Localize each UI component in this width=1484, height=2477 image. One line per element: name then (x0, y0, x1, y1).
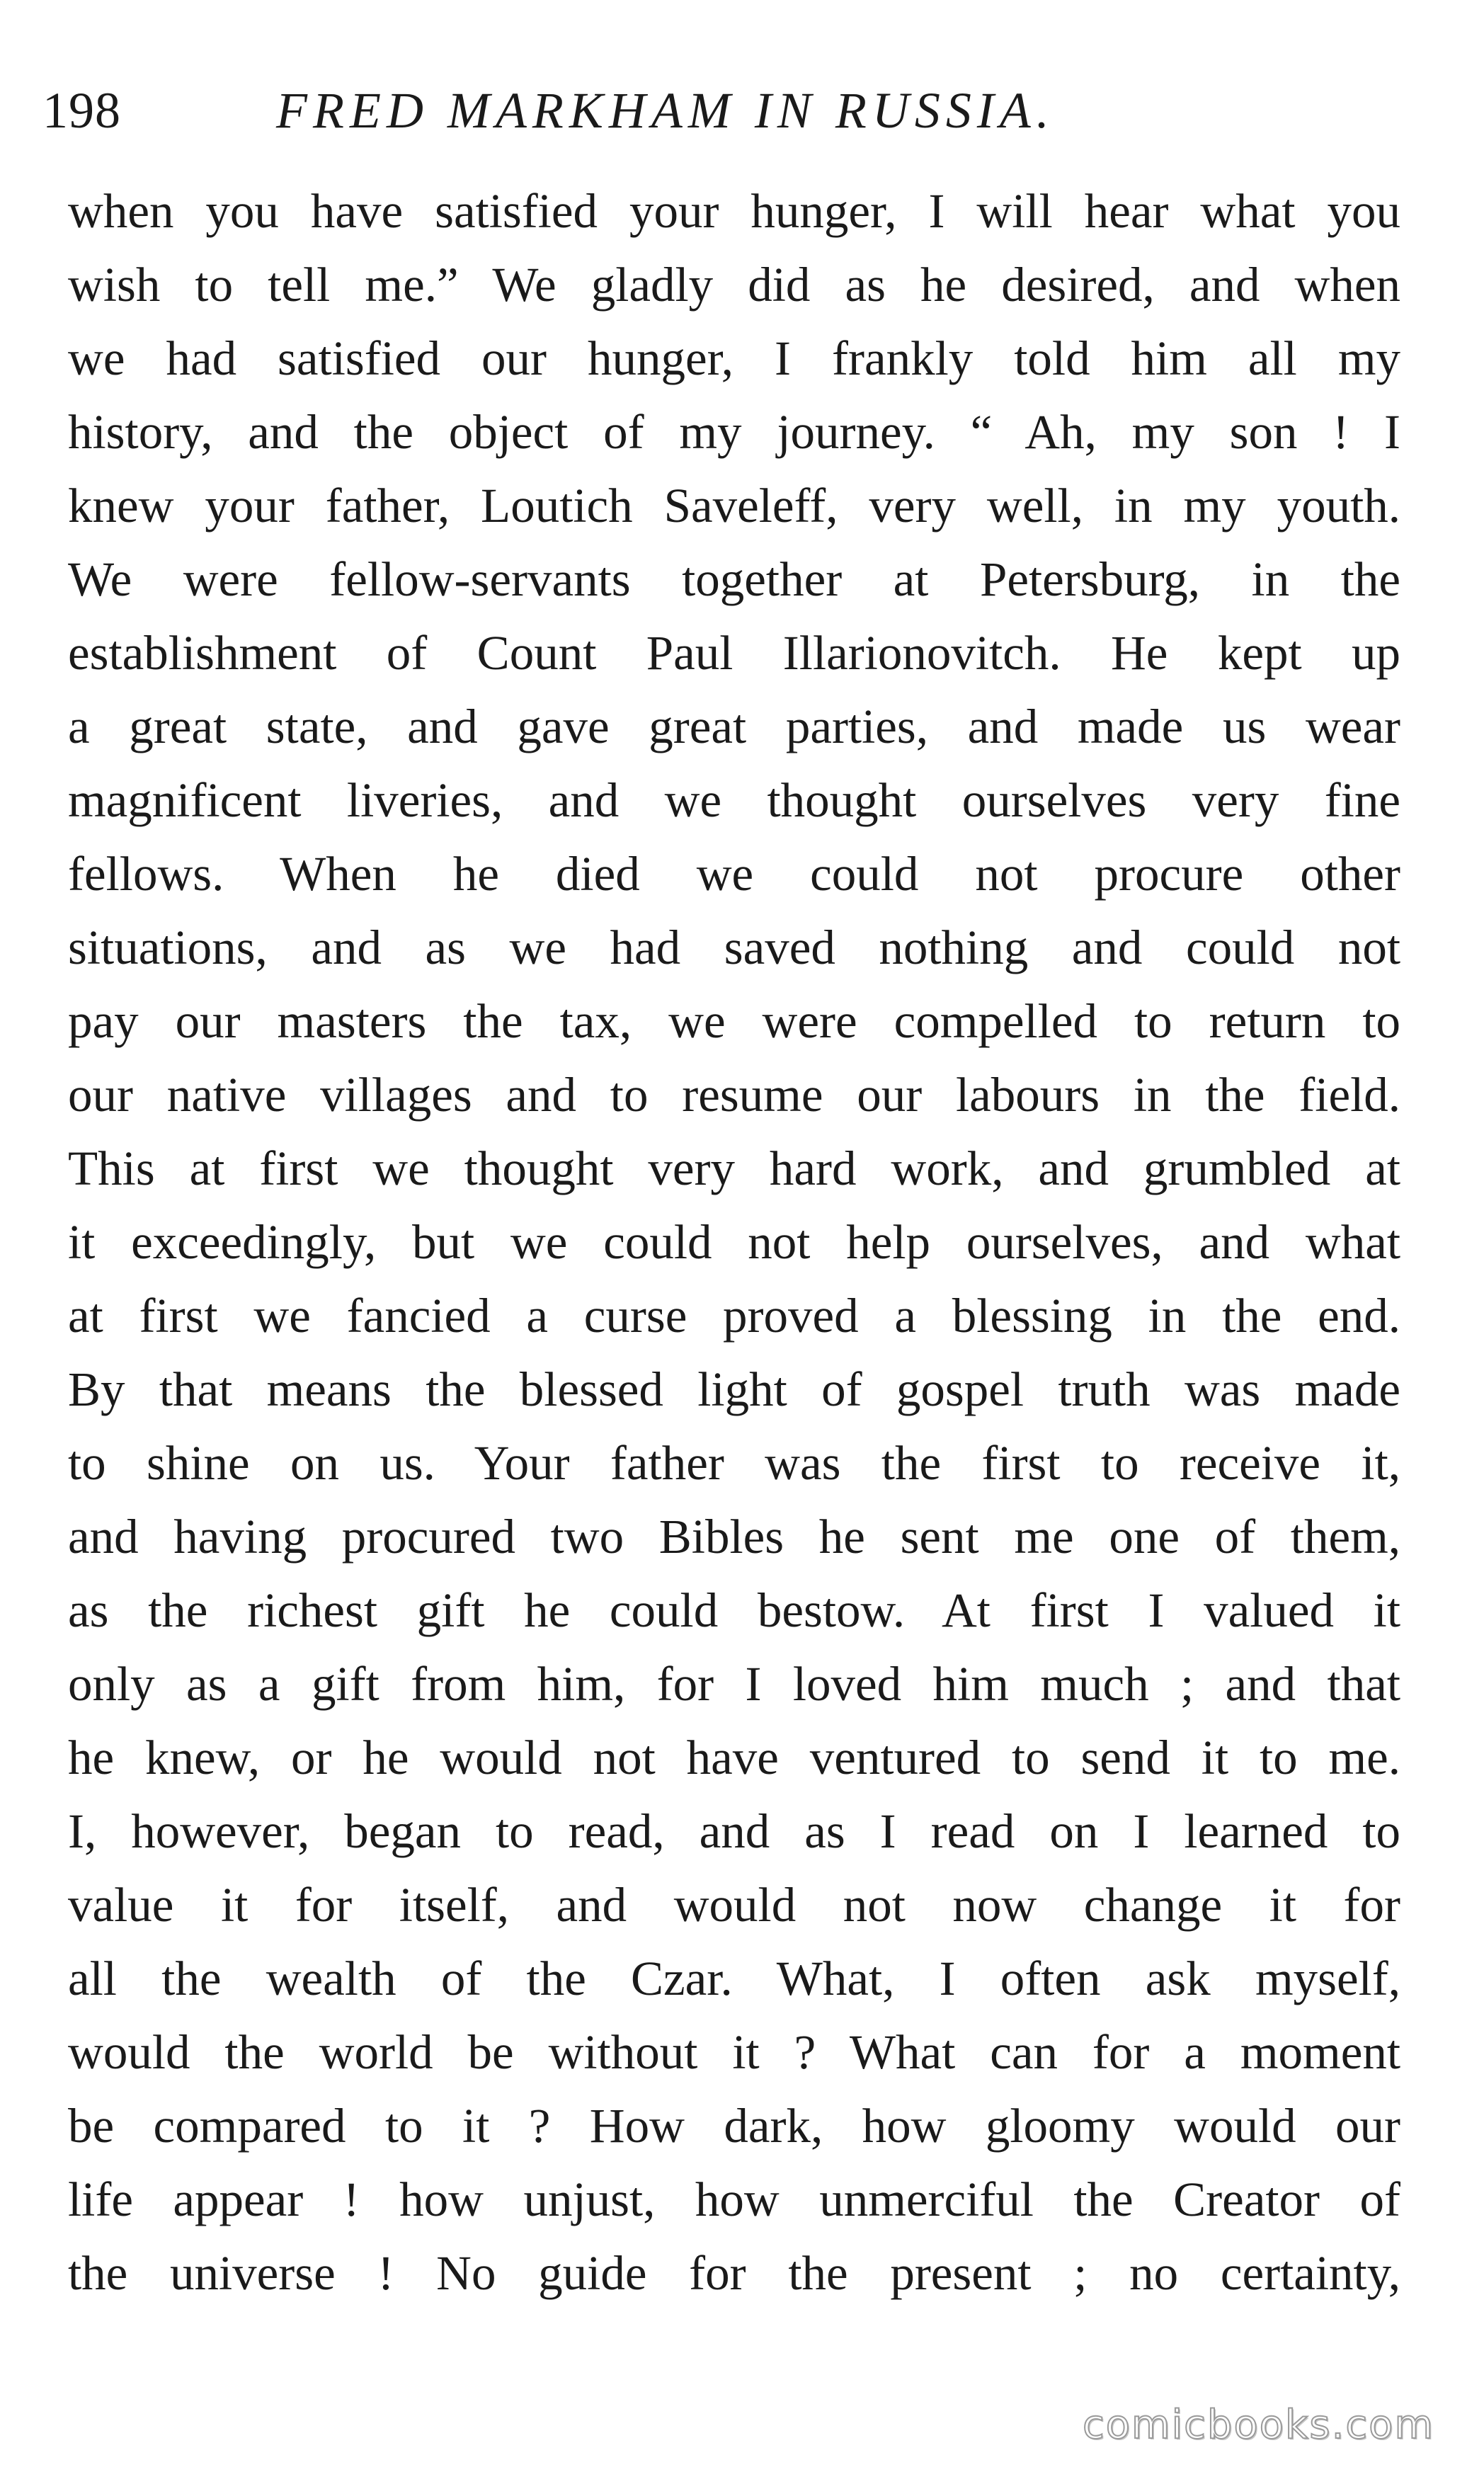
text-line: establishment of Count Paul Illarionovitch. He kept up (68, 626, 1400, 680)
text-line: We were fellow-servants together at Petersburg, in the (68, 552, 1400, 606)
text-line: be compared to it ? How dark, how gloomy would our (68, 2099, 1400, 2153)
text-line: it exceedingly, but we could not help ourselves, and what (68, 1215, 1400, 1269)
text-line: fellows. When he died we could not procure other (68, 847, 1400, 901)
text-line: knew your father, Loutich Saveleff, very well, in my youth. (68, 479, 1400, 533)
text-line: a great state, and gave great parties, and made us wear (68, 700, 1400, 753)
text-line: value it for itself, and would not now change it for (68, 1878, 1400, 1932)
text-line: all the wealth of the Czar. What, I often ask myself, (68, 1952, 1400, 2005)
text-line: life appear ! how unjust, how unmerciful the Creator of (68, 2173, 1400, 2226)
text-line: our native villages and to resume our labours in the field. (68, 1068, 1400, 1122)
text-line: would the world be without it ? What can for a moment (68, 2025, 1400, 2079)
text-line: history, and the object of my journey. “ Ah, my son ! I (68, 405, 1400, 459)
body-text (68, 174, 1400, 2310)
text-line: we had satisfied our hunger, I frankly told him all my (68, 331, 1400, 385)
text-line: I, however, began to read, and as I read on I learned to (68, 1804, 1400, 1858)
text-line: as the richest gift he could bestow. At first I valued it (68, 1583, 1400, 1637)
text-line: the universe ! No guide for the present ; no certainty, (68, 2246, 1400, 2300)
text-line: and having procured two Bibles he sent me one of them, (68, 1510, 1400, 1564)
page-header (42, 68, 1359, 153)
watermark: comicbooks.com (1082, 2402, 1434, 2448)
page-number: 198 (42, 82, 121, 139)
text-line: magnificent liveries, and we thought ourselves very fine (68, 773, 1400, 827)
text-line: This at first we thought very hard work, and grumbled at (68, 1141, 1400, 1195)
text-line: By that means the blessed light of gospel truth was made (68, 1362, 1400, 1416)
text-line: pay our masters the tax, we were compelled to return to (68, 994, 1400, 1048)
text-line: to shine on us. Your father was the first to receive it, (68, 1436, 1400, 1490)
running-head-title: FRED MARKHAM IN RUSSIA. (276, 82, 1055, 139)
text-line: at first we fancied a curse proved a blessing in the end. (68, 1289, 1400, 1343)
text-line: he knew, or he would not have ventured to send it to me. (68, 1731, 1400, 1784)
text-line: situations, and as we had saved nothing and could not (68, 921, 1400, 974)
text-line: wish to tell me.” We gladly did as he desired, and when (68, 258, 1400, 312)
text-line: when you have satisfied your hunger, I will hear what you (68, 184, 1400, 238)
text-line: only as a gift from him, for I loved him much ; and that (68, 1657, 1400, 1711)
